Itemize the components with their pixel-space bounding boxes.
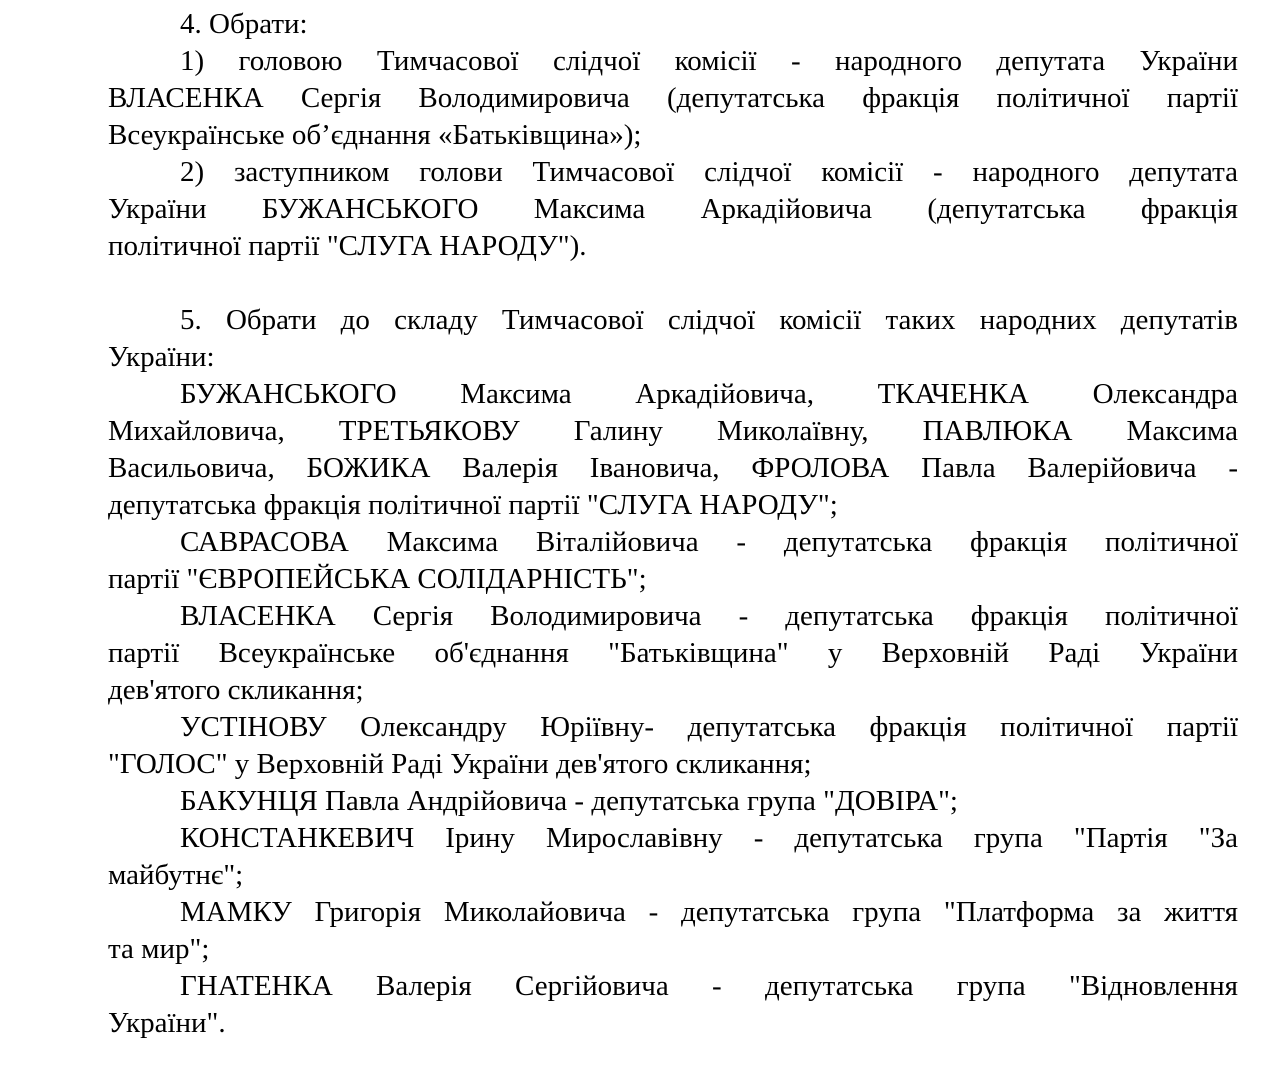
text-line: та мир"; [108,933,210,965]
paragraph [108,709,1238,783]
text-line: 1) головою Тимчасової слідчої комісії - народного депутата України [180,45,1238,77]
text-line: партії "ЄВРОПЕЙСЬКА СОЛІДАРНІСТЬ"; [108,563,647,595]
text-line: САВРАСОВА Максима Віталійовича - депутатська фракція політичної [180,526,1238,558]
text-line: України". [108,1007,226,1039]
text-line: БУЖАНСЬКОГО Максима Аркадійовича, ТКАЧЕНКА Олександра [180,378,1238,410]
paragraph [108,43,1238,154]
text-line: 5. Обрати до складу Тимчасової слідчої комісії таких народних депутатів [180,304,1238,336]
text-line: ВЛАСЕНКА Сергія Володимировича - депутатська фракція політичної [180,600,1238,632]
blank-line [108,265,1238,302]
paragraph [108,820,1238,894]
paragraph [108,783,1238,820]
text-line: майбутнє"; [108,859,244,891]
text-line: 4. Обрати: [180,8,308,40]
text-line: Всеукраїнське об’єднання «Батьківщина»); [108,119,642,151]
text-line: ВЛАСЕНКА Сергія Володимировича (депутатська фракція політичної партії [108,82,1238,114]
text-line: 2) заступником голови Тимчасової слідчої комісії - народного депутата [180,156,1238,188]
text-line: КОНСТАНКЕВИЧ Ірину Мирославівну - депутатська група "Партія "За [180,822,1238,854]
text-line: "ГОЛОС" у Верховній Раді України дев'ятого скликання; [108,748,812,780]
text-line: УСТІНОВУ Олександру Юріївну- депутатська фракція політичної партії [180,711,1238,743]
text-line: політичної партії "СЛУГА НАРОДУ"). [108,230,587,262]
paragraph [108,598,1238,709]
text-line: МАМКУ Григорія Миколайовича - депутатська група "Платформа за життя [180,896,1238,928]
paragraph [108,6,1238,43]
paragraph [108,894,1238,968]
text-line: ГНАТЕНКА Валерія Сергійовича - депутатська група "Відновлення [180,970,1238,1002]
text-line: БАКУНЦЯ Павла Андрійовича - депутатська група "ДОВІРА"; [180,785,958,817]
text-line: України: [108,341,215,373]
text-line: депутатська фракція політичної партії "СЛУГА НАРОДУ"; [108,489,838,521]
paragraph [108,524,1238,598]
paragraph [108,302,1238,376]
text-line: Михайловича, ТРЕТЬЯКОВУ Галину Миколаївну, ПАВЛЮКА Максима [108,415,1238,447]
paragraph [108,154,1238,265]
text-line: дев'ятого скликання; [108,674,364,706]
text-line: Васильовича, БОЖИКА Валерія Івановича, ФРОЛОВА Павла Валерійовича - [108,452,1238,484]
document-body [108,6,1238,1042]
text-line: України БУЖАНСЬКОГО Максима Аркадійовича (депутатська фракція [108,193,1238,225]
paragraph [108,376,1238,524]
text-line: партії Всеукраїнське об'єднання "Батьківщина" у Верховній Раді України [108,637,1238,669]
paragraph [108,968,1238,1042]
